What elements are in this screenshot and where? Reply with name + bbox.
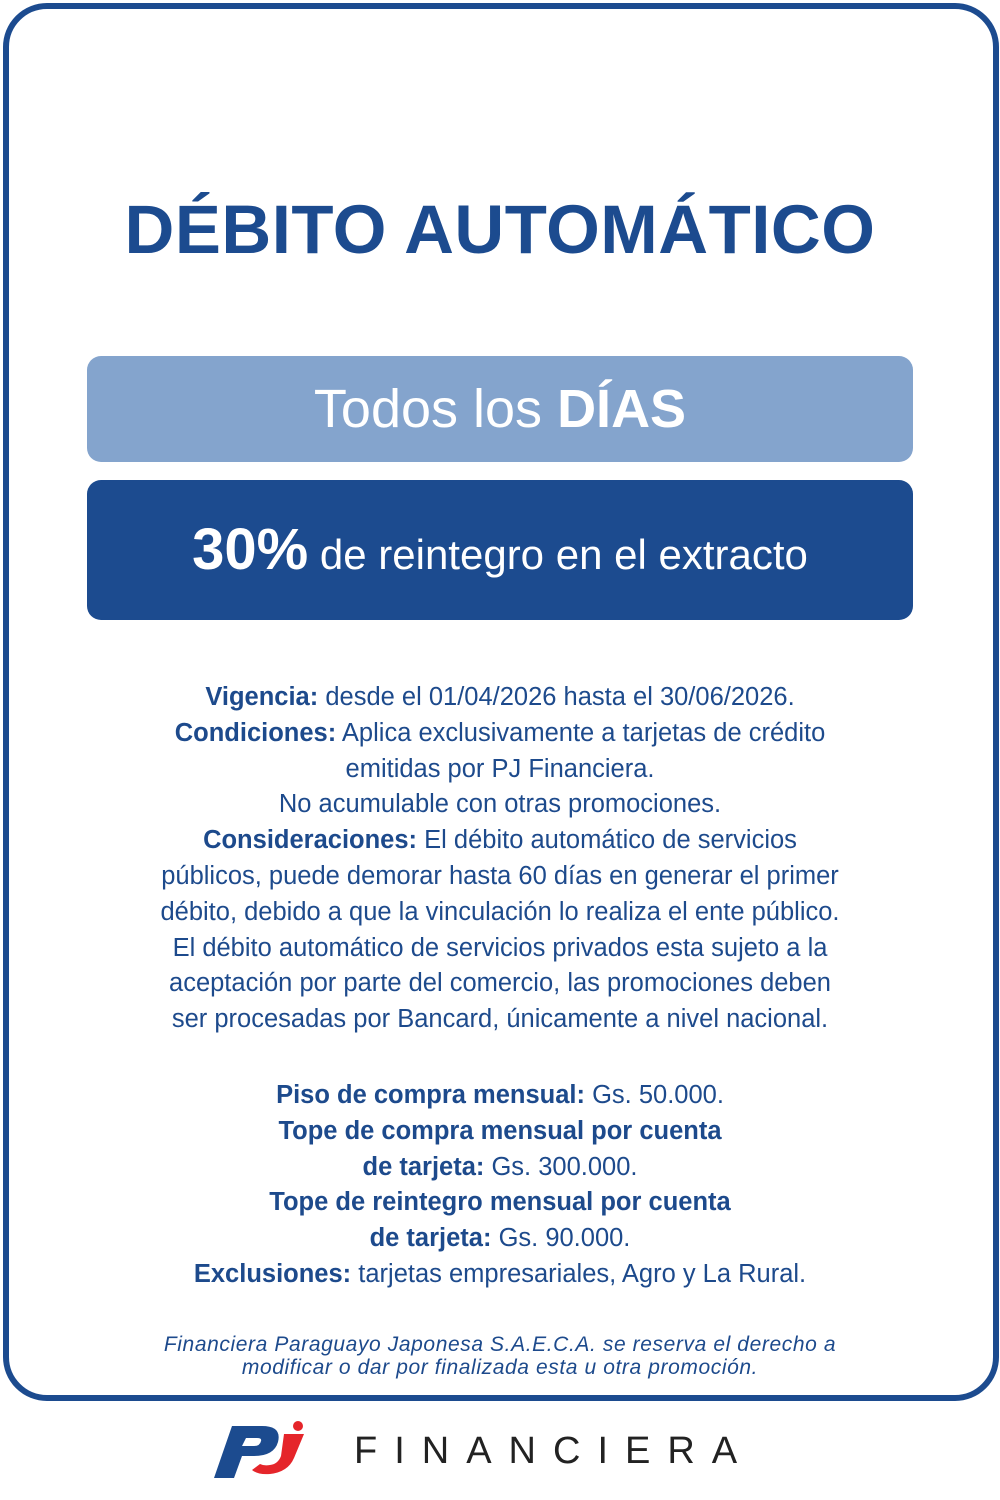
exclusiones-value: tarjetas empresariales, Agro y La Rural. bbox=[358, 1259, 807, 1288]
days-banner bbox=[87, 356, 913, 462]
legal-disclaimer bbox=[80, 1333, 920, 1379]
tope-compra-value: Gs. 300.000. bbox=[491, 1152, 638, 1181]
consideraciones-text-2: públicos, puede demorar hasta 60 días en generar el primer bbox=[161, 861, 839, 890]
exclusiones-label: Exclusiones: bbox=[193, 1259, 352, 1288]
vigencia-label: Vigencia: bbox=[205, 683, 319, 711]
disclaimer-line-2: modificar o dar por finalizada esta u otra promoción. bbox=[241, 1356, 759, 1379]
condiciones-text: Aplica exclusivamente a tarjetas de crédito bbox=[341, 718, 826, 747]
disclaimer-line-1: Financiera Paraguayo Japonesa S.A.E.C.A. se reserva el derecho a bbox=[163, 1333, 837, 1356]
limits-section bbox=[80, 1078, 920, 1293]
consideraciones-label: Consideraciones: bbox=[203, 826, 418, 855]
consideraciones-line bbox=[80, 823, 920, 859]
consideraciones-text-6: ser procesadas por Bancard, únicamente a nivel nacional. bbox=[171, 1005, 829, 1034]
condiciones-label: Condiciones: bbox=[174, 718, 337, 747]
condiciones-line-3: No acumulable con otras promociones. bbox=[278, 790, 722, 819]
brand-logo bbox=[210, 1420, 754, 1482]
piso-line bbox=[80, 1078, 920, 1114]
days-banner-emphasis: DÍAS bbox=[557, 379, 687, 439]
tope-reintegro-label-2: de tarjeta: bbox=[369, 1224, 492, 1253]
consideraciones-text-3: débito, debido a que la vinculación lo realiza el ente público. bbox=[160, 897, 840, 926]
tope-compra-line-2 bbox=[80, 1150, 920, 1186]
brand-word: FINANCIERA bbox=[354, 1429, 755, 1472]
tope-reintegro-line-1 bbox=[80, 1185, 920, 1221]
condiciones-line bbox=[80, 716, 920, 752]
tope-compra-label-1: Tope de compra mensual por cuenta bbox=[278, 1116, 722, 1145]
piso-value: Gs. 50.000. bbox=[592, 1081, 724, 1109]
vigencia-text: desde el 01/04/2026 hasta el 30/06/2026. bbox=[325, 683, 795, 711]
tope-reintegro-value: Gs. 90.000. bbox=[498, 1224, 631, 1253]
consideraciones-text-1: El débito automático de servicios bbox=[424, 826, 797, 855]
terms-section bbox=[80, 680, 920, 1038]
tope-compra-label-2: de tarjeta: bbox=[362, 1152, 485, 1181]
condiciones-line-2: emitidas por PJ Financiera. bbox=[345, 754, 655, 783]
consideraciones-text-5: aceptación por parte del comercio, las promociones deben bbox=[169, 969, 831, 998]
refund-text: de reintegro en el extracto bbox=[319, 531, 808, 578]
vigencia-line bbox=[80, 680, 920, 716]
piso-label: Piso de compra mensual: bbox=[276, 1081, 585, 1109]
consideraciones-text-4: El débito automático de servicios privados esta sujeto a la bbox=[172, 933, 828, 962]
refund-banner bbox=[87, 480, 913, 620]
days-banner-prefix: Todos los bbox=[313, 379, 543, 439]
refund-percent: 30% bbox=[192, 517, 309, 582]
exclusiones-line bbox=[80, 1257, 920, 1293]
tope-reintegro-line-2 bbox=[80, 1221, 920, 1257]
pj-logo-icon bbox=[210, 1420, 306, 1482]
tope-compra-line-1 bbox=[80, 1114, 920, 1150]
page-title: DÉBITO AUTOMÁTICO bbox=[124, 191, 876, 268]
tope-reintegro-label-1: Tope de reintegro mensual por cuenta bbox=[269, 1188, 731, 1217]
